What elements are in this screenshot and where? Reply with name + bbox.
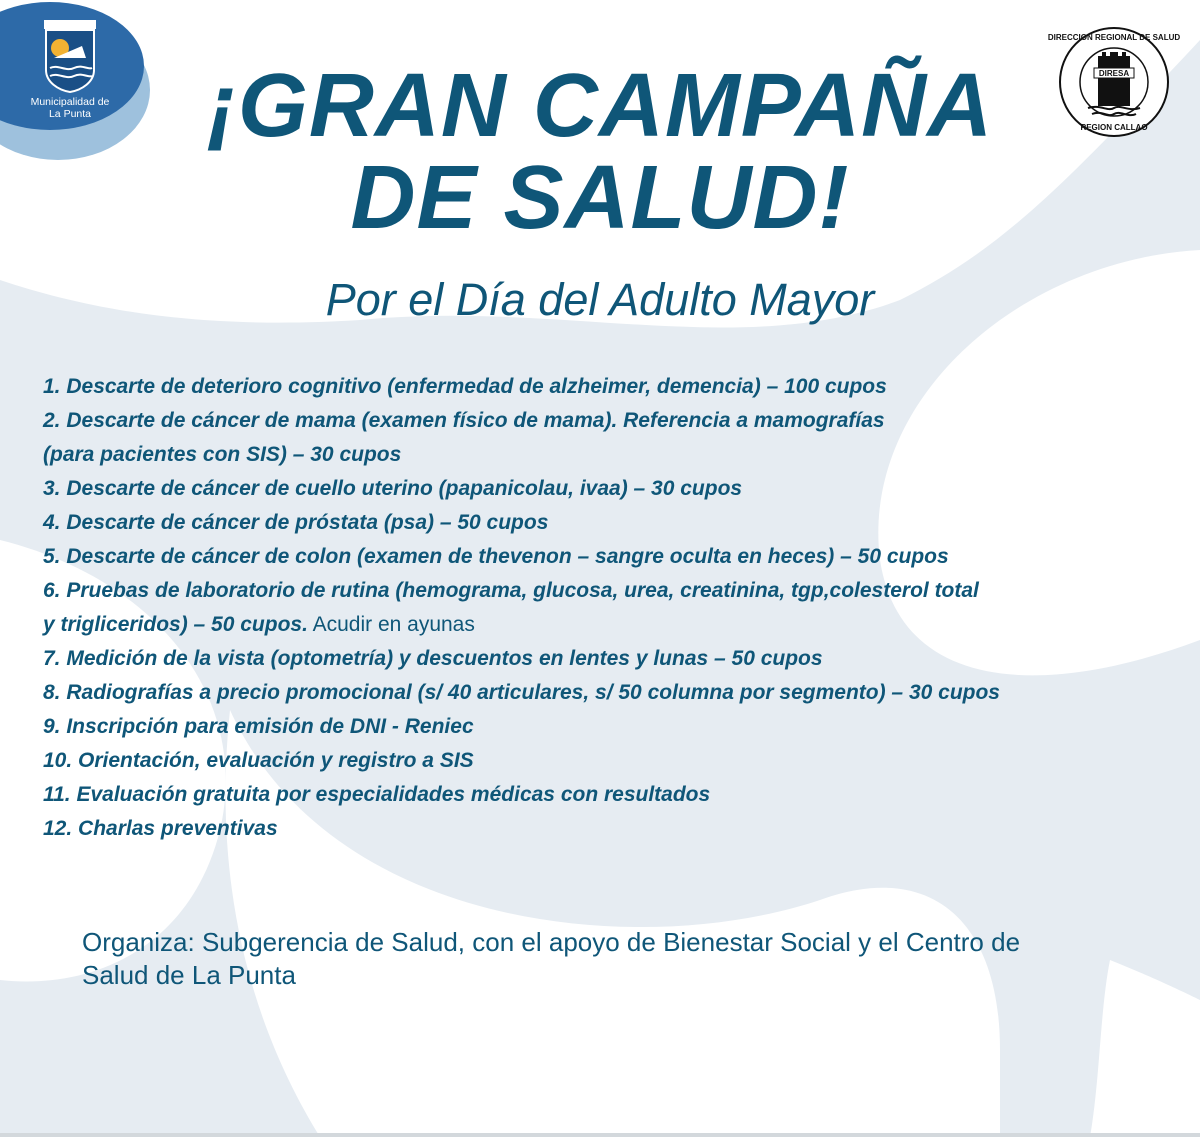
service-item-1: 1. Descarte de deterioro cognitivo (enfermedad de alzheimer, demencia) – 100 cupos: [43, 375, 887, 398]
bottom-divider: [0, 1133, 1200, 1137]
service-item-6: 6. Pruebas de laboratorio de rutina (hemograma, glucosa, urea, creatinina, tgp,colesterol total: [43, 579, 979, 602]
service-item-4: 4. Descarte de cáncer de próstata (psa) – 50 cupos: [43, 511, 549, 534]
organizer-line1: Organiza: Subgerencia de Salud, con el apoyo de Bienestar Social y el Centro de: [82, 927, 1021, 957]
service-item-8: 8. Radiografías a precio promocional (s/ 40 articulares, s/ 50 columna por segmento) – 30 cupos: [43, 681, 1000, 704]
organizer-line2: Salud de La Punta: [82, 960, 296, 990]
service-item-12: 12. Charlas preventivas: [43, 817, 278, 840]
services-list: [43, 370, 1163, 846]
municipal-shield-icon: [42, 18, 98, 94]
svg-text:DIRECCION REGIONAL DE SALUD: DIRECCION REGIONAL DE SALUD: [1047, 33, 1181, 42]
municipalidad-la-punta-logo: [0, 0, 150, 160]
service-item-5: 5. Descarte de cáncer de colon (examen de thevenon – sangre oculta en heces) – 50 cupos: [43, 545, 949, 568]
page-title: [140, 56, 1060, 248]
service-item-9: 9. Inscripción para emisión de DNI - Reniec: [43, 715, 474, 738]
organizer-note: [82, 926, 1162, 992]
service-item-7: 7. Medición de la vista (optometría) y descuentos en lentes y lunas – 50 cupos: [43, 647, 823, 670]
subtitle: Por el Día del Adulto Mayor: [325, 274, 875, 325]
service-item-3: 3. Descarte de cáncer de cuello uterino (papanicolau, ivaa) – 30 cupos: [43, 477, 743, 500]
service-item-6-cont-bold: y trigliceridos) – 50 cupos.: [43, 613, 308, 636]
service-item-2-cont: (para pacientes con SIS) – 30 cupos: [43, 443, 402, 466]
logo-caption-line2: La Punta: [48, 108, 92, 120]
logo-caption: [10, 96, 130, 120]
svg-text:DIRESA: DIRESA: [1098, 69, 1130, 78]
service-item-11: 11. Evaluación gratuita por especialidades médicas con resultados: [43, 783, 711, 806]
title-line1: ¡GRAN CAMPAÑA: [206, 56, 994, 156]
svg-text:REGION CALLAO: REGION CALLAO: [1080, 123, 1148, 132]
title-line2: DE SALUD!: [350, 148, 850, 248]
diresa-callao-seal: [1047, 26, 1181, 138]
service-item-2: 2. Descarte de cáncer de mama (examen físico de mama). Referencia a mamografías: [43, 409, 885, 432]
service-item-10: 10. Orientación, evaluación y registro a SIS: [43, 749, 474, 772]
service-item-6-note: Acudir en ayunas: [307, 613, 475, 636]
logo-caption-line1: Municipalidad de: [30, 96, 110, 108]
service-item-6-cont: [43, 608, 1163, 642]
castle-tower-icon: [1047, 26, 1181, 138]
